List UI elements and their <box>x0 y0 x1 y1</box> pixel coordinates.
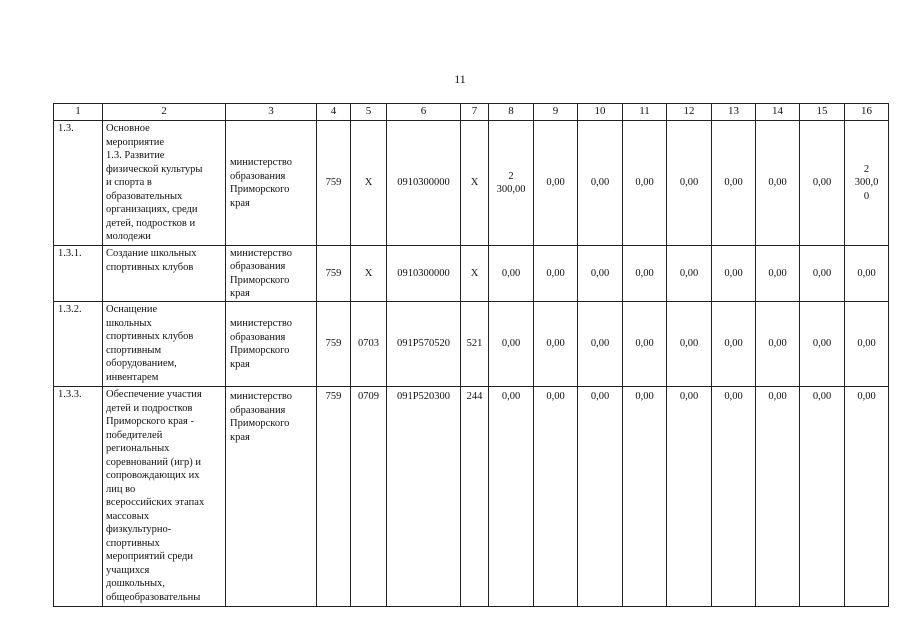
value-cell: 0,00 <box>534 246 578 302</box>
value-cell: 0,00 <box>756 302 800 387</box>
rzpr-code: 0709 <box>351 387 387 607</box>
vr-code: 521 <box>461 302 489 387</box>
value-cell: 0,00 <box>489 246 534 302</box>
value-cell: 0,00 <box>578 246 623 302</box>
value-cell: 0,00 <box>845 387 889 607</box>
column-header: 9 <box>534 104 578 121</box>
value-cell: 0,00 <box>667 302 712 387</box>
vr-code: X <box>461 246 489 302</box>
column-header: 13 <box>712 104 756 121</box>
value-cell: 0,00 <box>578 302 623 387</box>
grbs-code: 759 <box>317 246 351 302</box>
csr-code: 0910300000 <box>387 246 461 302</box>
grbs-code: 759 <box>317 387 351 607</box>
column-header: 1 <box>54 104 103 121</box>
column-header: 16 <box>845 104 889 121</box>
activity-name: Обеспечение участия детей и подростков Приморского края - победителей региональных соревнований (игр) и сопровождающих их лиц во всероссийских этапах массовых физкультурно- спортивных мероприятий среди учащихся дошкольных, общеобразовательны <box>103 387 226 607</box>
column-header: 5 <box>351 104 387 121</box>
value-cell: 0,00 <box>667 121 712 246</box>
table-row <box>54 387 889 607</box>
activity-name: Создание школьных спортивных клубов <box>103 246 226 302</box>
value-cell: 0,00 <box>712 387 756 607</box>
rzpr-code: 0703 <box>351 302 387 387</box>
table-row <box>54 246 889 302</box>
responsible-org: министерство образования Приморского края <box>226 246 317 302</box>
column-header: 12 <box>667 104 712 121</box>
table-header-row <box>54 104 889 121</box>
column-header: 15 <box>800 104 845 121</box>
value-cell: 0,00 <box>623 387 667 607</box>
value-cell: 2 300,0 0 <box>845 121 889 246</box>
value-cell: 0,00 <box>800 302 845 387</box>
column-header: 6 <box>387 104 461 121</box>
column-header: 14 <box>756 104 800 121</box>
value-cell: 0,00 <box>756 121 800 246</box>
page-number: 11 <box>454 72 466 86</box>
column-header: 4 <box>317 104 351 121</box>
activity-name: Оснащение школьных спортивных клубов спортивным оборудованием, инвентарем <box>103 302 226 387</box>
value-cell: 0,00 <box>489 387 534 607</box>
value-cell: 0,00 <box>578 121 623 246</box>
csr-code: 0910300000 <box>387 121 461 246</box>
rzpr-code: X <box>351 121 387 246</box>
responsible-org: министерство образования Приморского края <box>226 387 317 607</box>
row-number: 1.3.3. <box>54 387 103 607</box>
value-cell: 0,00 <box>534 121 578 246</box>
value-cell: 0,00 <box>800 246 845 302</box>
value-cell: 0,00 <box>623 302 667 387</box>
value-cell: 0,00 <box>667 246 712 302</box>
csr-code: 091P570520 <box>387 302 461 387</box>
value-cell: 0,00 <box>800 387 845 607</box>
vr-code: X <box>461 121 489 246</box>
responsible-org: министерство образования Приморского края <box>226 121 317 246</box>
value-cell: 0,00 <box>845 246 889 302</box>
value-cell: 0,00 <box>578 387 623 607</box>
value-cell: 0,00 <box>534 302 578 387</box>
column-header: 7 <box>461 104 489 121</box>
column-header: 8 <box>489 104 534 121</box>
value-cell: 0,00 <box>623 121 667 246</box>
table-row <box>54 121 889 246</box>
value-cell: 0,00 <box>667 387 712 607</box>
value-cell: 0,00 <box>800 121 845 246</box>
value-cell: 0,00 <box>534 387 578 607</box>
value-cell: 0,00 <box>623 246 667 302</box>
vr-code: 244 <box>461 387 489 607</box>
value-cell: 2 300,00 <box>489 121 534 246</box>
activity-name: Основное мероприятие 1.3. Развитие физической культуры и спорта в образовательных организациях, среди детей, подростков и молодежи <box>103 121 226 246</box>
rzpr-code: X <box>351 246 387 302</box>
grbs-code: 759 <box>317 121 351 246</box>
value-cell: 0,00 <box>756 246 800 302</box>
column-header: 10 <box>578 104 623 121</box>
value-cell: 0,00 <box>712 246 756 302</box>
column-header: 2 <box>103 104 226 121</box>
value-cell: 0,00 <box>712 302 756 387</box>
value-cell: 0,00 <box>489 302 534 387</box>
value-cell: 0,00 <box>845 302 889 387</box>
csr-code: 091P520300 <box>387 387 461 607</box>
row-number: 1.3.1. <box>54 246 103 302</box>
column-header: 11 <box>623 104 667 121</box>
value-cell: 0,00 <box>712 121 756 246</box>
budget-table <box>53 103 889 607</box>
row-number: 1.3. <box>54 121 103 246</box>
column-header: 3 <box>226 104 317 121</box>
table-row <box>54 302 889 387</box>
value-cell: 0,00 <box>756 387 800 607</box>
responsible-org: министерство образования Приморского края <box>226 302 317 387</box>
grbs-code: 759 <box>317 302 351 387</box>
row-number: 1.3.2. <box>54 302 103 387</box>
